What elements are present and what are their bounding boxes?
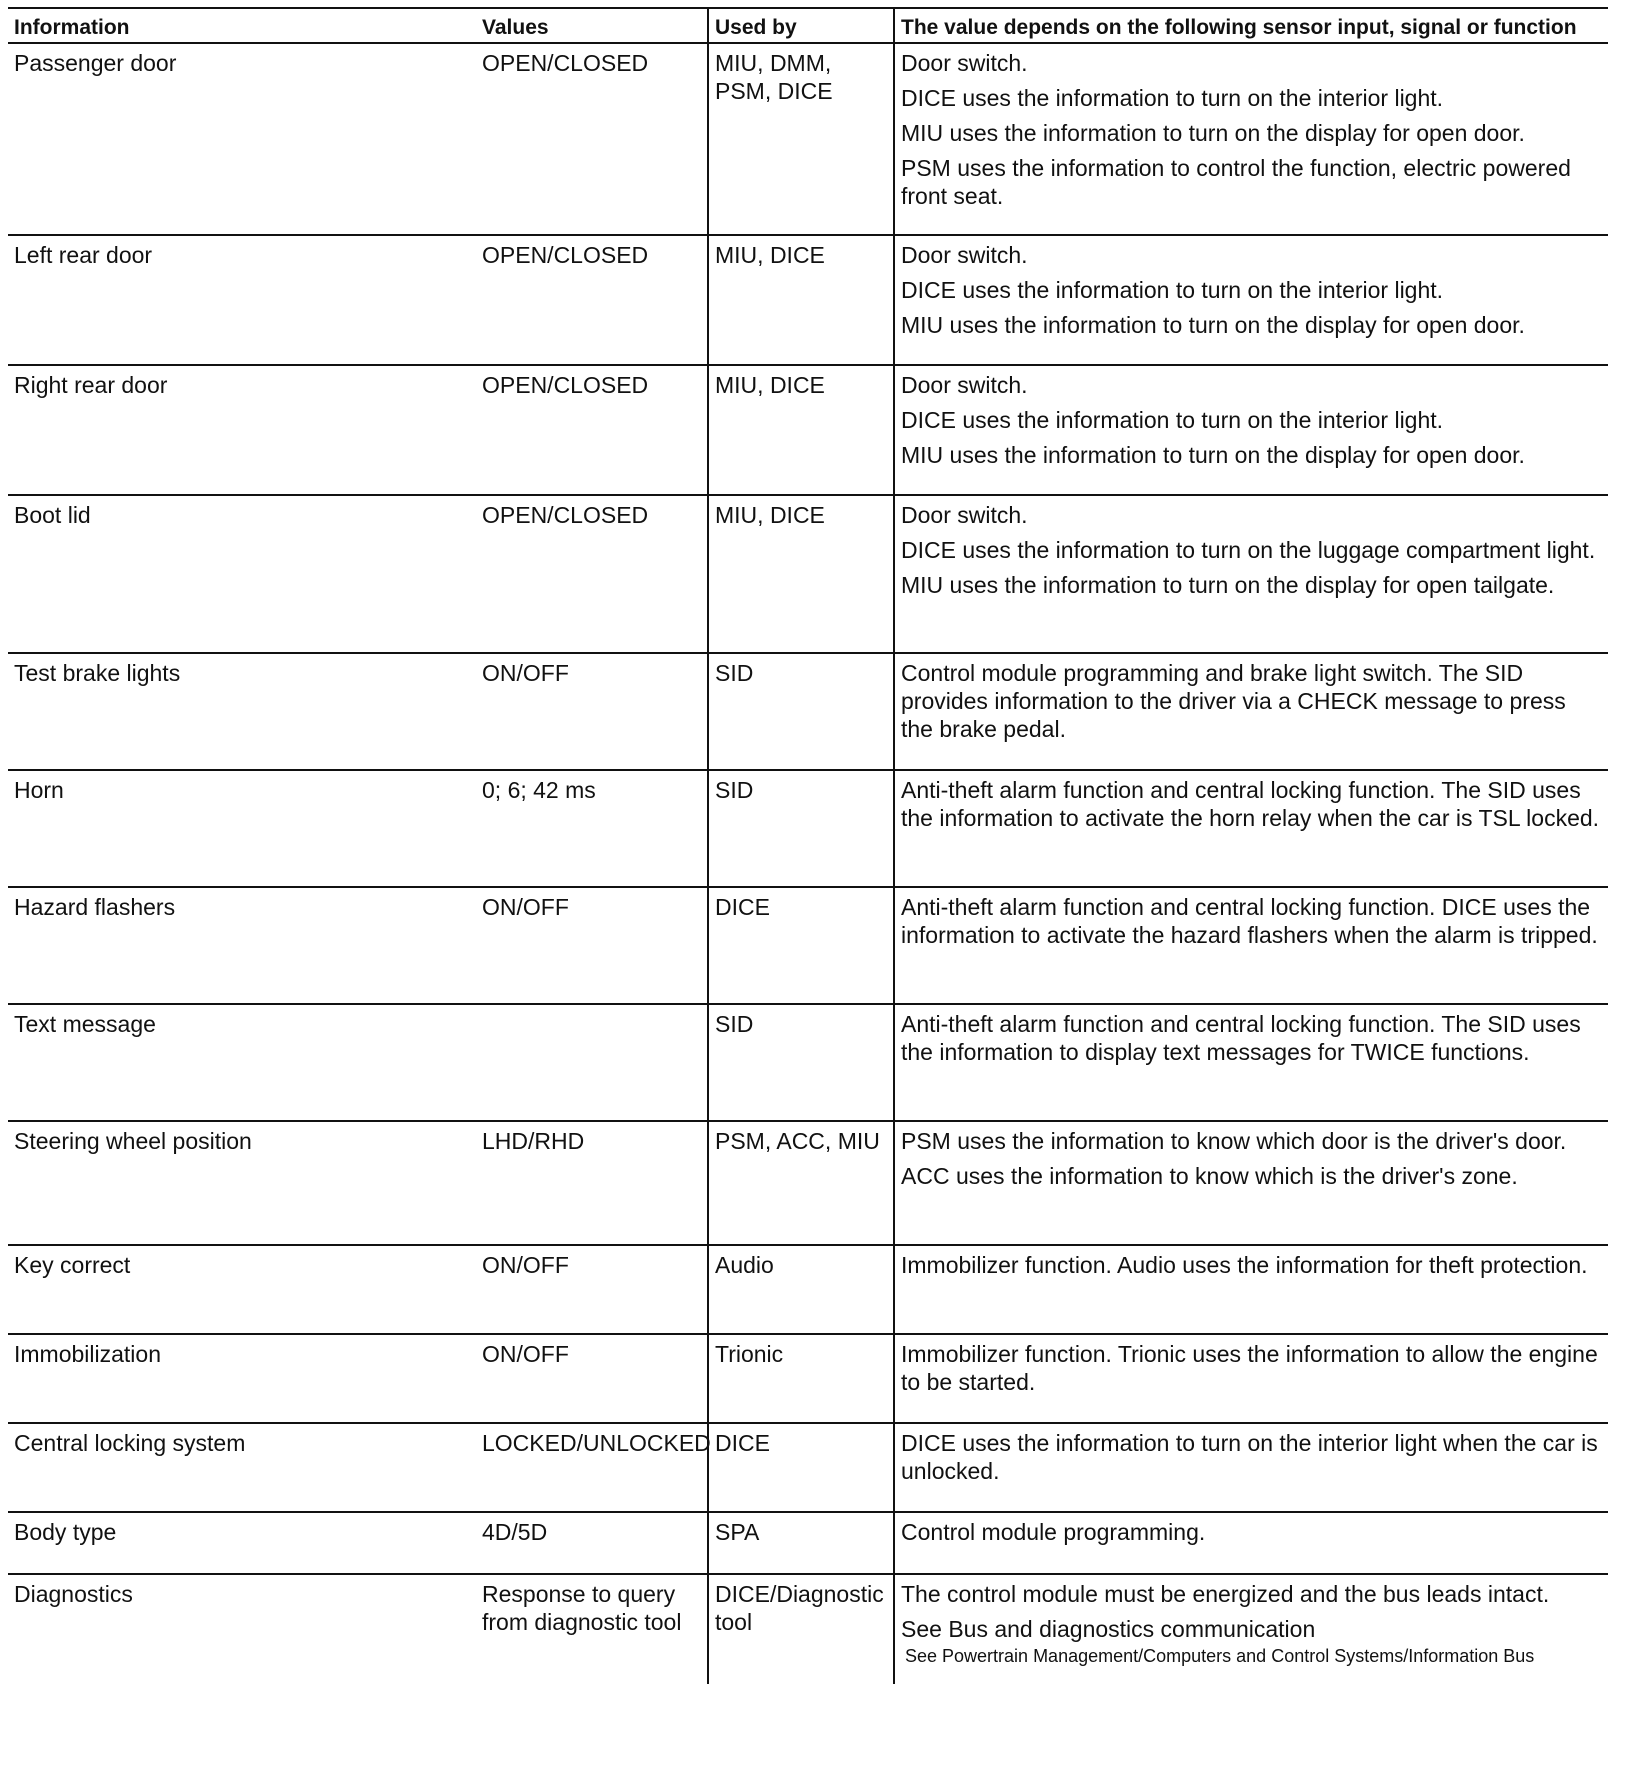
cell-information: Key correct [8,1245,476,1334]
cell-depends-on [894,43,1608,235]
cell-information: Passenger door [8,43,476,235]
table-row [8,1423,1608,1512]
cell-information: Diagnostics [8,1574,476,1684]
cell-information: Left rear door [8,235,476,365]
cell-values: ON/OFF [476,887,708,1004]
cell-values: ON/OFF [476,1245,708,1334]
depends-paragraph: DICE uses the information to turn on the interior light. [901,277,1444,303]
signal-info-table [8,7,1608,1684]
depends-paragraph: MIU uses the information to turn on the display for open door. [901,442,1525,468]
table-header-row [8,8,1608,43]
table-row [8,495,1608,653]
depends-paragraph: Anti-theft alarm function and central locking function. The SID uses the information to display text messages for TWICE functions. [901,1011,1581,1065]
table-row [8,1574,1608,1684]
depends-paragraph: Door switch. [901,242,1028,268]
cell-values: ON/OFF [476,1334,708,1423]
cell-used-by: DICE/Diagnostic tool [708,1574,894,1684]
cell-depends-on [894,1121,1608,1245]
cell-values: LHD/RHD [476,1121,708,1245]
depends-paragraph: ACC uses the information to know which is the driver's zone. [901,1163,1518,1189]
table-row [8,1121,1608,1245]
depends-paragraph: MIU uses the information to turn on the display for open door. [901,312,1525,338]
depends-paragraph: Door switch. [901,372,1028,398]
cell-information: Hazard flashers [8,887,476,1004]
cell-information: Boot lid [8,495,476,653]
cell-used-by: Audio [708,1245,894,1334]
cell-values: Response to query from diagnostic tool [476,1574,708,1684]
cell-depends-on [894,1334,1608,1423]
cell-values [476,1004,708,1121]
cell-values: 4D/5D [476,1512,708,1574]
cell-depends-on [894,1004,1608,1121]
cell-used-by: MIU, DICE [708,235,894,365]
table-row [8,43,1608,235]
cell-used-by: SID [708,653,894,770]
depends-paragraph: Door switch. [901,502,1028,528]
cell-depends-on [894,653,1608,770]
cell-values: ON/OFF [476,653,708,770]
cell-depends-on [894,770,1608,887]
depends-paragraph: Immobilizer function. Trionic uses the information to allow the engine to be started. [901,1341,1598,1395]
cell-values: OPEN/CLOSED [476,365,708,495]
header-depends-on: The value depends on the following sensor input, signal or function [894,8,1608,43]
cell-used-by: DICE [708,1423,894,1512]
table-row [8,1334,1608,1423]
cell-depends-on [894,1574,1608,1684]
cell-used-by: MIU, DICE [708,365,894,495]
cell-used-by: DICE [708,887,894,1004]
cell-information: Central locking system [8,1423,476,1512]
depends-paragraph: Door switch. [901,50,1028,76]
cell-depends-on [894,1423,1608,1512]
cell-information: Body type [8,1512,476,1574]
cell-information: Steering wheel position [8,1121,476,1245]
header-used-by: Used by [708,8,894,43]
header-information: Information [8,8,476,43]
cell-depends-on [894,235,1608,365]
depends-paragraph: Anti-theft alarm function and central locking function. The SID uses the information to activate the horn relay when the car is TSL locked. [901,777,1600,831]
cell-used-by: MIU, DMM, PSM, DICE [708,43,894,235]
cell-information: Test brake lights [8,653,476,770]
cell-information: Immobilization [8,1334,476,1423]
depends-paragraph: DICE uses the information to turn on the interior light when the car is unlocked. [901,1430,1598,1484]
header-values: Values [476,8,708,43]
depends-paragraph: PSM uses the information to know which door is the driver's door. [901,1128,1567,1154]
table-row [8,653,1608,770]
cell-depends-on [894,365,1608,495]
cell-depends-on [894,1245,1608,1334]
cell-depends-on [894,495,1608,653]
table-row [8,365,1608,495]
table-row [8,1512,1608,1574]
cell-used-by: SPA [708,1512,894,1574]
depends-paragraph: The control module must be energized and the bus leads intact. [901,1581,1550,1607]
depends-paragraph: Anti-theft alarm function and central locking function. DICE uses the information to activate the hazard flashers when the alarm is tripped. [901,894,1598,948]
table-row [8,235,1608,365]
cell-values: 0; 6; 42 ms [476,770,708,887]
depends-paragraph: DICE uses the information to turn on the interior light. [901,85,1444,111]
cell-used-by: PSM, ACC, MIU [708,1121,894,1245]
depends-paragraph: Control module programming. [901,1519,1206,1545]
depends-paragraph: MIU uses the information to turn on the display for open tailgate. [901,572,1555,598]
cell-used-by: Trionic [708,1334,894,1423]
cell-used-by: MIU, DICE [708,495,894,653]
depends-paragraph: Control module programming and brake light switch. The SID provides information to the driver via a CHECK message to press the brake pedal. [901,660,1566,742]
cell-depends-on [894,1512,1608,1574]
cross-reference-link[interactable]: See Bus and diagnostics communication [901,1616,1316,1642]
cell-values: OPEN/CLOSED [476,43,708,235]
cell-information: Horn [8,770,476,887]
depends-paragraph: Immobilizer function. Audio uses the information for theft protection. [901,1252,1588,1278]
depends-paragraph: DICE uses the information to turn on the interior light. [901,407,1444,433]
table-row [8,1004,1608,1121]
sub-reference-link[interactable]: See Powertrain Management/Computers and Control Systems/Information Bus [905,1646,1535,1666]
cell-values: OPEN/CLOSED [476,235,708,365]
depends-paragraph: PSM uses the information to control the function, electric powered front seat. [901,155,1571,209]
cell-depends-on [894,887,1608,1004]
cell-information: Text message [8,1004,476,1121]
table-row [8,770,1608,887]
cell-information: Right rear door [8,365,476,495]
depends-paragraph: MIU uses the information to turn on the display for open door. [901,120,1525,146]
cell-values: OPEN/CLOSED [476,495,708,653]
depends-paragraph: DICE uses the information to turn on the luggage compartment light. [901,537,1596,563]
cell-used-by: SID [708,770,894,887]
table-row [8,1245,1608,1334]
table-row [8,887,1608,1004]
cell-values: LOCKED/UNLOCKED [476,1423,708,1512]
cell-used-by: SID [708,1004,894,1121]
